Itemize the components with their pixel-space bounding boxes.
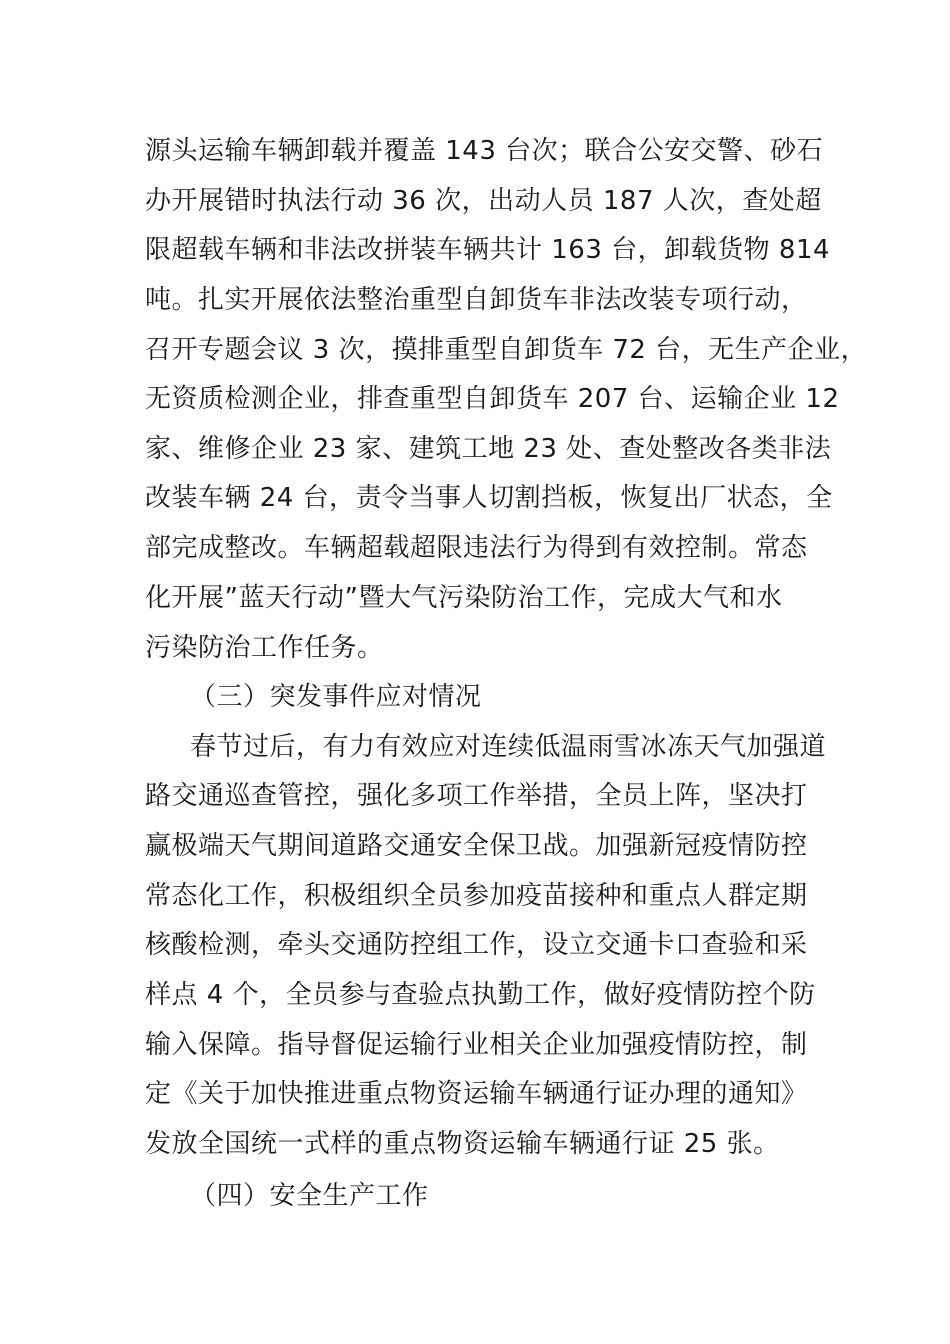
text-line: 改装车辆 24 台，责令当事人切割挡板，恢复出厂状态，全 — [145, 483, 833, 513]
text-line: 路交通巡查管控，强化多项工作举措，全员上阵，坚决打 — [145, 781, 808, 811]
text-line: 发放全国统一式样的重点物资运输车辆通行证 25 张。 — [145, 1129, 780, 1159]
text-line: 召开专题会议 3 次，摸排重型自卸货车 72 台，无生产企业， — [145, 335, 868, 365]
text-line: 家、维修企业 23 家、建筑工地 23 处、查处整改各类非法 — [145, 434, 832, 464]
text-line: 源头运输车辆卸载并覆盖 143 台次；联合公安交警、砂石 — [145, 136, 824, 166]
text-line: 常态化工作，积极组织全员参加疫苗接种和重点人群定期 — [145, 881, 808, 911]
text-line: 限超载车辆和非法改拼装车辆共计 163 台，卸载货物 814 — [145, 235, 831, 265]
text-line: 定《关于加快推进重点物资运输车辆通行证办理的通知》 — [145, 1079, 808, 1109]
text-line: 春节过后，有力有效应对连续低温雨雪冰冻天气加强道 — [190, 732, 827, 762]
text-line: 办开展错时执法行动 36 次，出动人员 187 人次，查处超 — [145, 186, 822, 216]
text-line: 核酸检测，牵头交通防控组工作，设立交通卡口查验和采 — [145, 930, 808, 960]
section-heading: （三）突发事件应对情况 — [190, 682, 482, 712]
text-line: 赢极端天气期间道路交通安全保卫战。加强新冠疫情防控 — [145, 831, 808, 861]
text-line: 化开展”蓝天行动”暨大气污染防治工作，完成大气和水 — [145, 583, 783, 613]
text-line: 污染防治工作任务。 — [145, 633, 384, 663]
text-line: 无资质检测企业，排查重型自卸货车 207 台、运输企业 12 — [145, 384, 840, 414]
text-line: 吨。扎实开展依法整治重型自卸货车非法改装专项行动， — [145, 285, 808, 315]
section-heading: （四）安全生产工作 — [190, 1181, 429, 1211]
text-line: 部完成整改。车辆超载超限违法行为得到有效控制。常态 — [145, 533, 808, 563]
text-line: 输入保障。指导督促运输行业相关企业加强疫情防控，制 — [145, 1030, 808, 1060]
text-line: 样点 4 个，全员参与查验点执勤工作，做好疫情防控个防 — [145, 980, 816, 1010]
